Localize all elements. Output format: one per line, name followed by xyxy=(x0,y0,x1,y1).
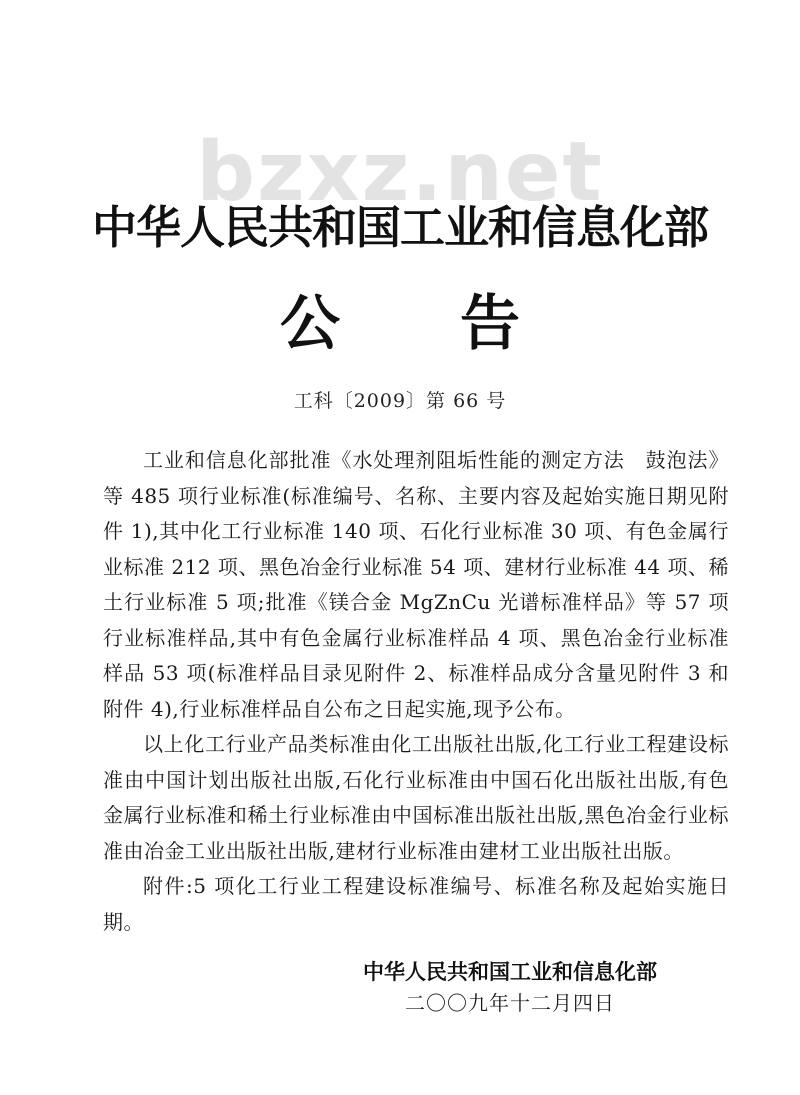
signature-organization: 中华人民共和国工业和信息化部 xyxy=(363,960,657,984)
signature-date: 二〇〇九年十二月四日 xyxy=(405,991,615,1015)
document-number: 工科〔2009〕第 66 号 xyxy=(293,390,507,412)
signature-block xyxy=(330,957,690,1019)
announcement-body xyxy=(103,443,729,940)
document-type-heading: 公告 xyxy=(280,289,640,359)
body-paragraph-approval: 工业和信息化部批准《水处理剂阻垢性能的测定方法 鼓泡法》等 485 项行业标准(标准编号、名称、主要内容及起始实施日期见附件 1),其中化工行业标准 140 项、石化行业标准 30 项、有色金属行业标准 212 项、黑色冶金行业标准 54 项、建材行业标准 44 项、稀土行业标准 5 项;批准《镁合金 MgZnCu 光谱标准样品》等 57 项行业标准样品,其中有色金属行业标准样品 4 项、黑色冶金行业标准样品 53 项(标准样品目录见附件 2、标准样品成分含量见附件 3 和附件 4),行业标准样品自公布之日起实施,现予公布。 xyxy=(103,448,729,721)
body-paragraph-attachment: 附件:5 项化工行业工程建设标准编号、标准名称及起始实施日期。 xyxy=(103,874,729,934)
watermark-text: bzxz.net xyxy=(196,125,604,220)
issuing-organization-title: 中华人民共和国工业和信息化部 xyxy=(91,201,708,254)
body-paragraph-publishers: 以上化工行业产品类标准由化工出版社出版,化工行业工程建设标准由中国计划出版社出版,石化行业标准由中国石化出版社出版,有色金属行业标准和稀土行业标准由中国标准出版社出版,黑色冶金行业标准由冶金工业出版社出版,建材行业标准由建材工业出版社出版。 xyxy=(103,732,729,863)
